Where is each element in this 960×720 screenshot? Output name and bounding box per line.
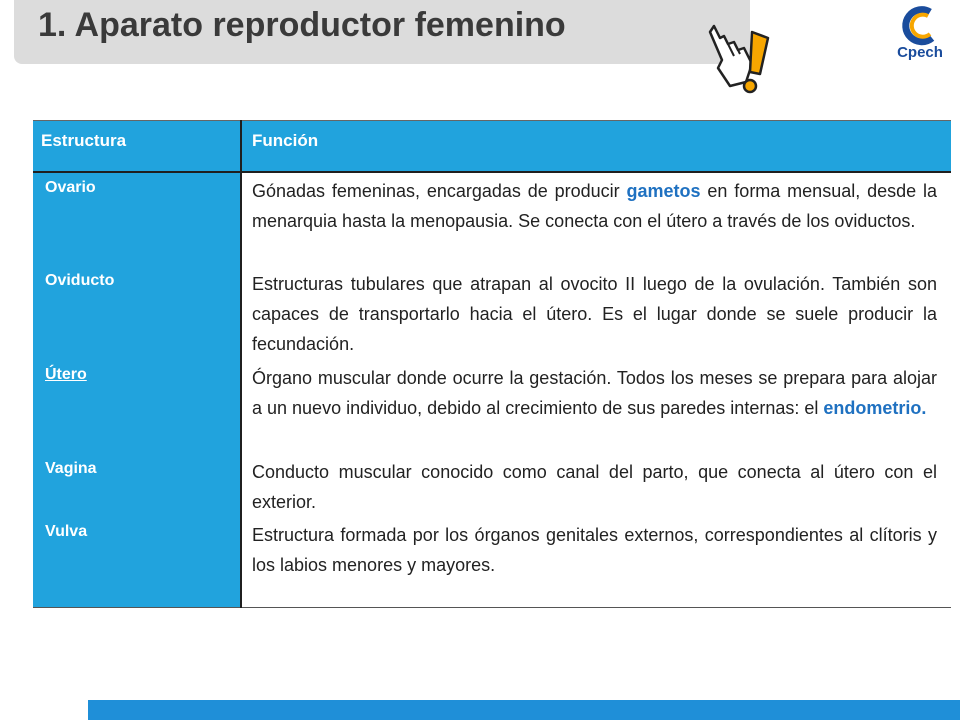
row-description	[241, 172, 951, 266]
table-row	[33, 360, 951, 454]
header-funcion: Función	[241, 121, 951, 173]
table-row	[33, 266, 951, 360]
page-title: 1. Aparato reproductor femenino	[38, 6, 566, 44]
structure-function-table	[33, 120, 951, 608]
row-name	[33, 360, 241, 454]
desc-text: Órgano muscular donde ocurre la gestación. Todos los meses se prepara para alojar a un nuevo individuo, debido al crecimiento de sus paredes internas: el	[252, 368, 937, 418]
table-header-row	[33, 121, 951, 173]
pointing-hand-exclamation-icon	[700, 12, 780, 102]
row-description: Conducto muscular conocido como canal del parto, que conecta al útero con el exterior.	[252, 462, 937, 512]
desc-text: Gónadas femeninas, encargadas de producir	[252, 181, 627, 201]
table-row	[33, 172, 951, 266]
highlight-term: gametos	[626, 181, 701, 201]
logo-text: Cpech	[897, 44, 943, 61]
desc-text: en forma mensual, desde la menarquia hasta la menopausia. Se conecta con el útero a través de los oviductos.	[252, 181, 937, 231]
row-description: Estructura formada por los órganos genitales externos, correspondientes al clítoris y los labios menores y mayores.	[241, 517, 951, 607]
row-description	[241, 360, 951, 454]
table-row	[33, 517, 951, 607]
row-name: Oviducto	[33, 266, 241, 360]
header-estructura: Estructura	[33, 121, 241, 173]
row-name: Vulva	[33, 517, 241, 607]
highlight-term: endometrio.	[823, 398, 927, 418]
row-name: Vagina	[33, 454, 241, 517]
row-name: Ovario	[33, 172, 241, 266]
table-row	[33, 454, 951, 517]
row-description: Estructuras tubulares que atrapan al ovocito II luego de la ovulación. También son capaces de transportarlo hacia el útero. Es el lugar donde se suele producir la fecundación.	[252, 274, 937, 354]
cpech-logo	[884, 4, 956, 68]
footer-bar	[88, 700, 960, 720]
cpech-logo-mark	[884, 4, 956, 48]
row-name-text: Útero	[45, 366, 87, 383]
